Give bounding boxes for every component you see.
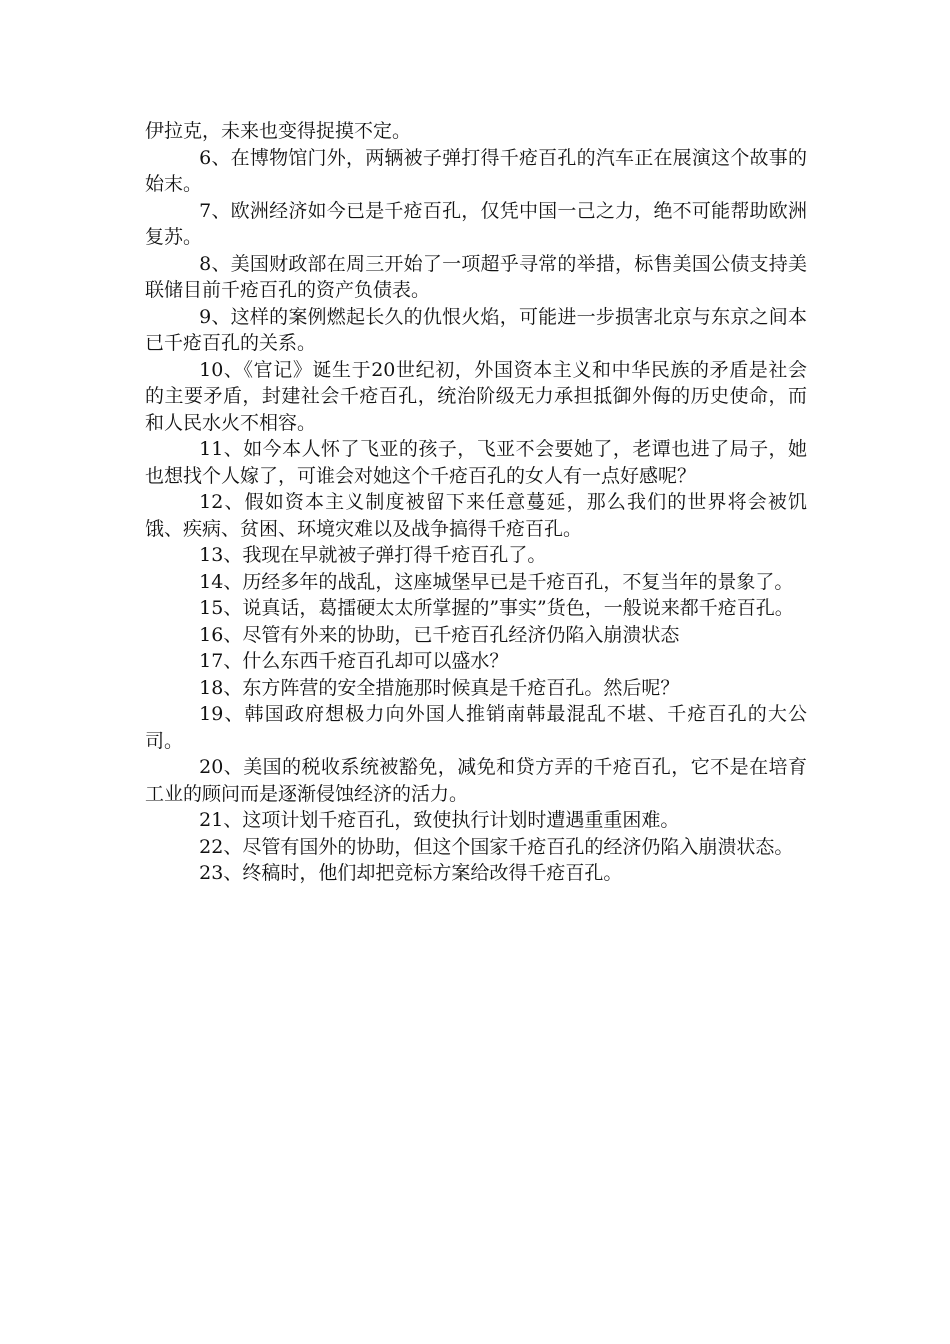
paragraph-continued: 伊拉克，未来也变得捉摸不定。 [145,120,412,142]
paragraph-12: 12、假如资本主义制度被留下来任意蔓延，那么我们的世界将会被饥饿、疾病、贫困、环境灾难以及战争搞得千疮百孔。 [145,491,807,540]
paragraph-22: 22、尽管有国外的协助，但这个国家千疮百孔的经济仍陷入崩溃状态。 [199,835,794,858]
paragraph-13: 13、我现在早就被子弹打得千疮百孔了。 [199,544,547,566]
paragraph-10: 10、《官记》诞生于20世纪初，外国资本主义和中华民族的矛盾是社会的主要矛盾，封建社会千疮百孔，统治阶级无力承担抵御外侮的历史使命，而和人民水火不相容。 [145,358,807,434]
paragraph-19: 19、韩国政府想极力向外国人推销南韩最混乱不堪、千疮百孔的大公司。 [145,703,807,752]
paragraph-7: 7、欧洲经济如今已是千疮百孔，仅凭中国一己之力，绝不可能帮助欧洲复苏。 [145,199,807,248]
document-body [145,118,807,887]
paragraph-17: 17、什么东西千疮百孔却可以盛水？ [199,650,509,672]
paragraph-16: 16、尽管有外来的协助，已千疮百孔经济仍陷入崩溃状态 [199,623,680,646]
paragraph-6: 6、在博物馆门外，两辆被子弹打得千疮百孔的汽车正在展演这个故事的始末。 [145,146,807,195]
paragraph-18: 18、东方阵营的安全措施那时候真是千疮百孔。然后呢？ [199,676,680,699]
paragraph-21: 21、这项计划千疮百孔，致使执行计划时遭遇重重困难。 [199,809,680,831]
paragraph-14: 14、历经多年的战乱，这座城堡早已是千疮百孔，不复当年的景象了。 [199,570,794,593]
paragraph-20: 20、美国的税收系统被豁免，减免和贷方弄的千疮百孔，它不是在培育工业的顾问而是逐渐侵蚀经济的活力。 [145,756,807,805]
paragraph-8: 8、美国财政部在周三开始了一项超乎寻常的举措，标售美国公债支持美联储目前千疮百孔的资产负债表。 [145,252,807,301]
paragraph-11: 11、如今本人怀了飞亚的孩子，飞亚不会要她了，老谭也进了局子，她也想找个人嫁了，可谁会对她这个千疮百孔的女人有一点好感呢？ [145,438,807,487]
paragraph-15: 15、说真话，葛擂硬太太所掌握的”事实”货色，一般说来都千疮百孔。 [199,597,794,619]
paragraph-9: 9、这样的案例燃起长久的仇恨火焰，可能进一步损害北京与东京之间本已千疮百孔的关系。 [145,305,807,354]
paragraph-23: 23、终稿时，他们却把竞标方案给改得千疮百孔。 [199,862,623,884]
